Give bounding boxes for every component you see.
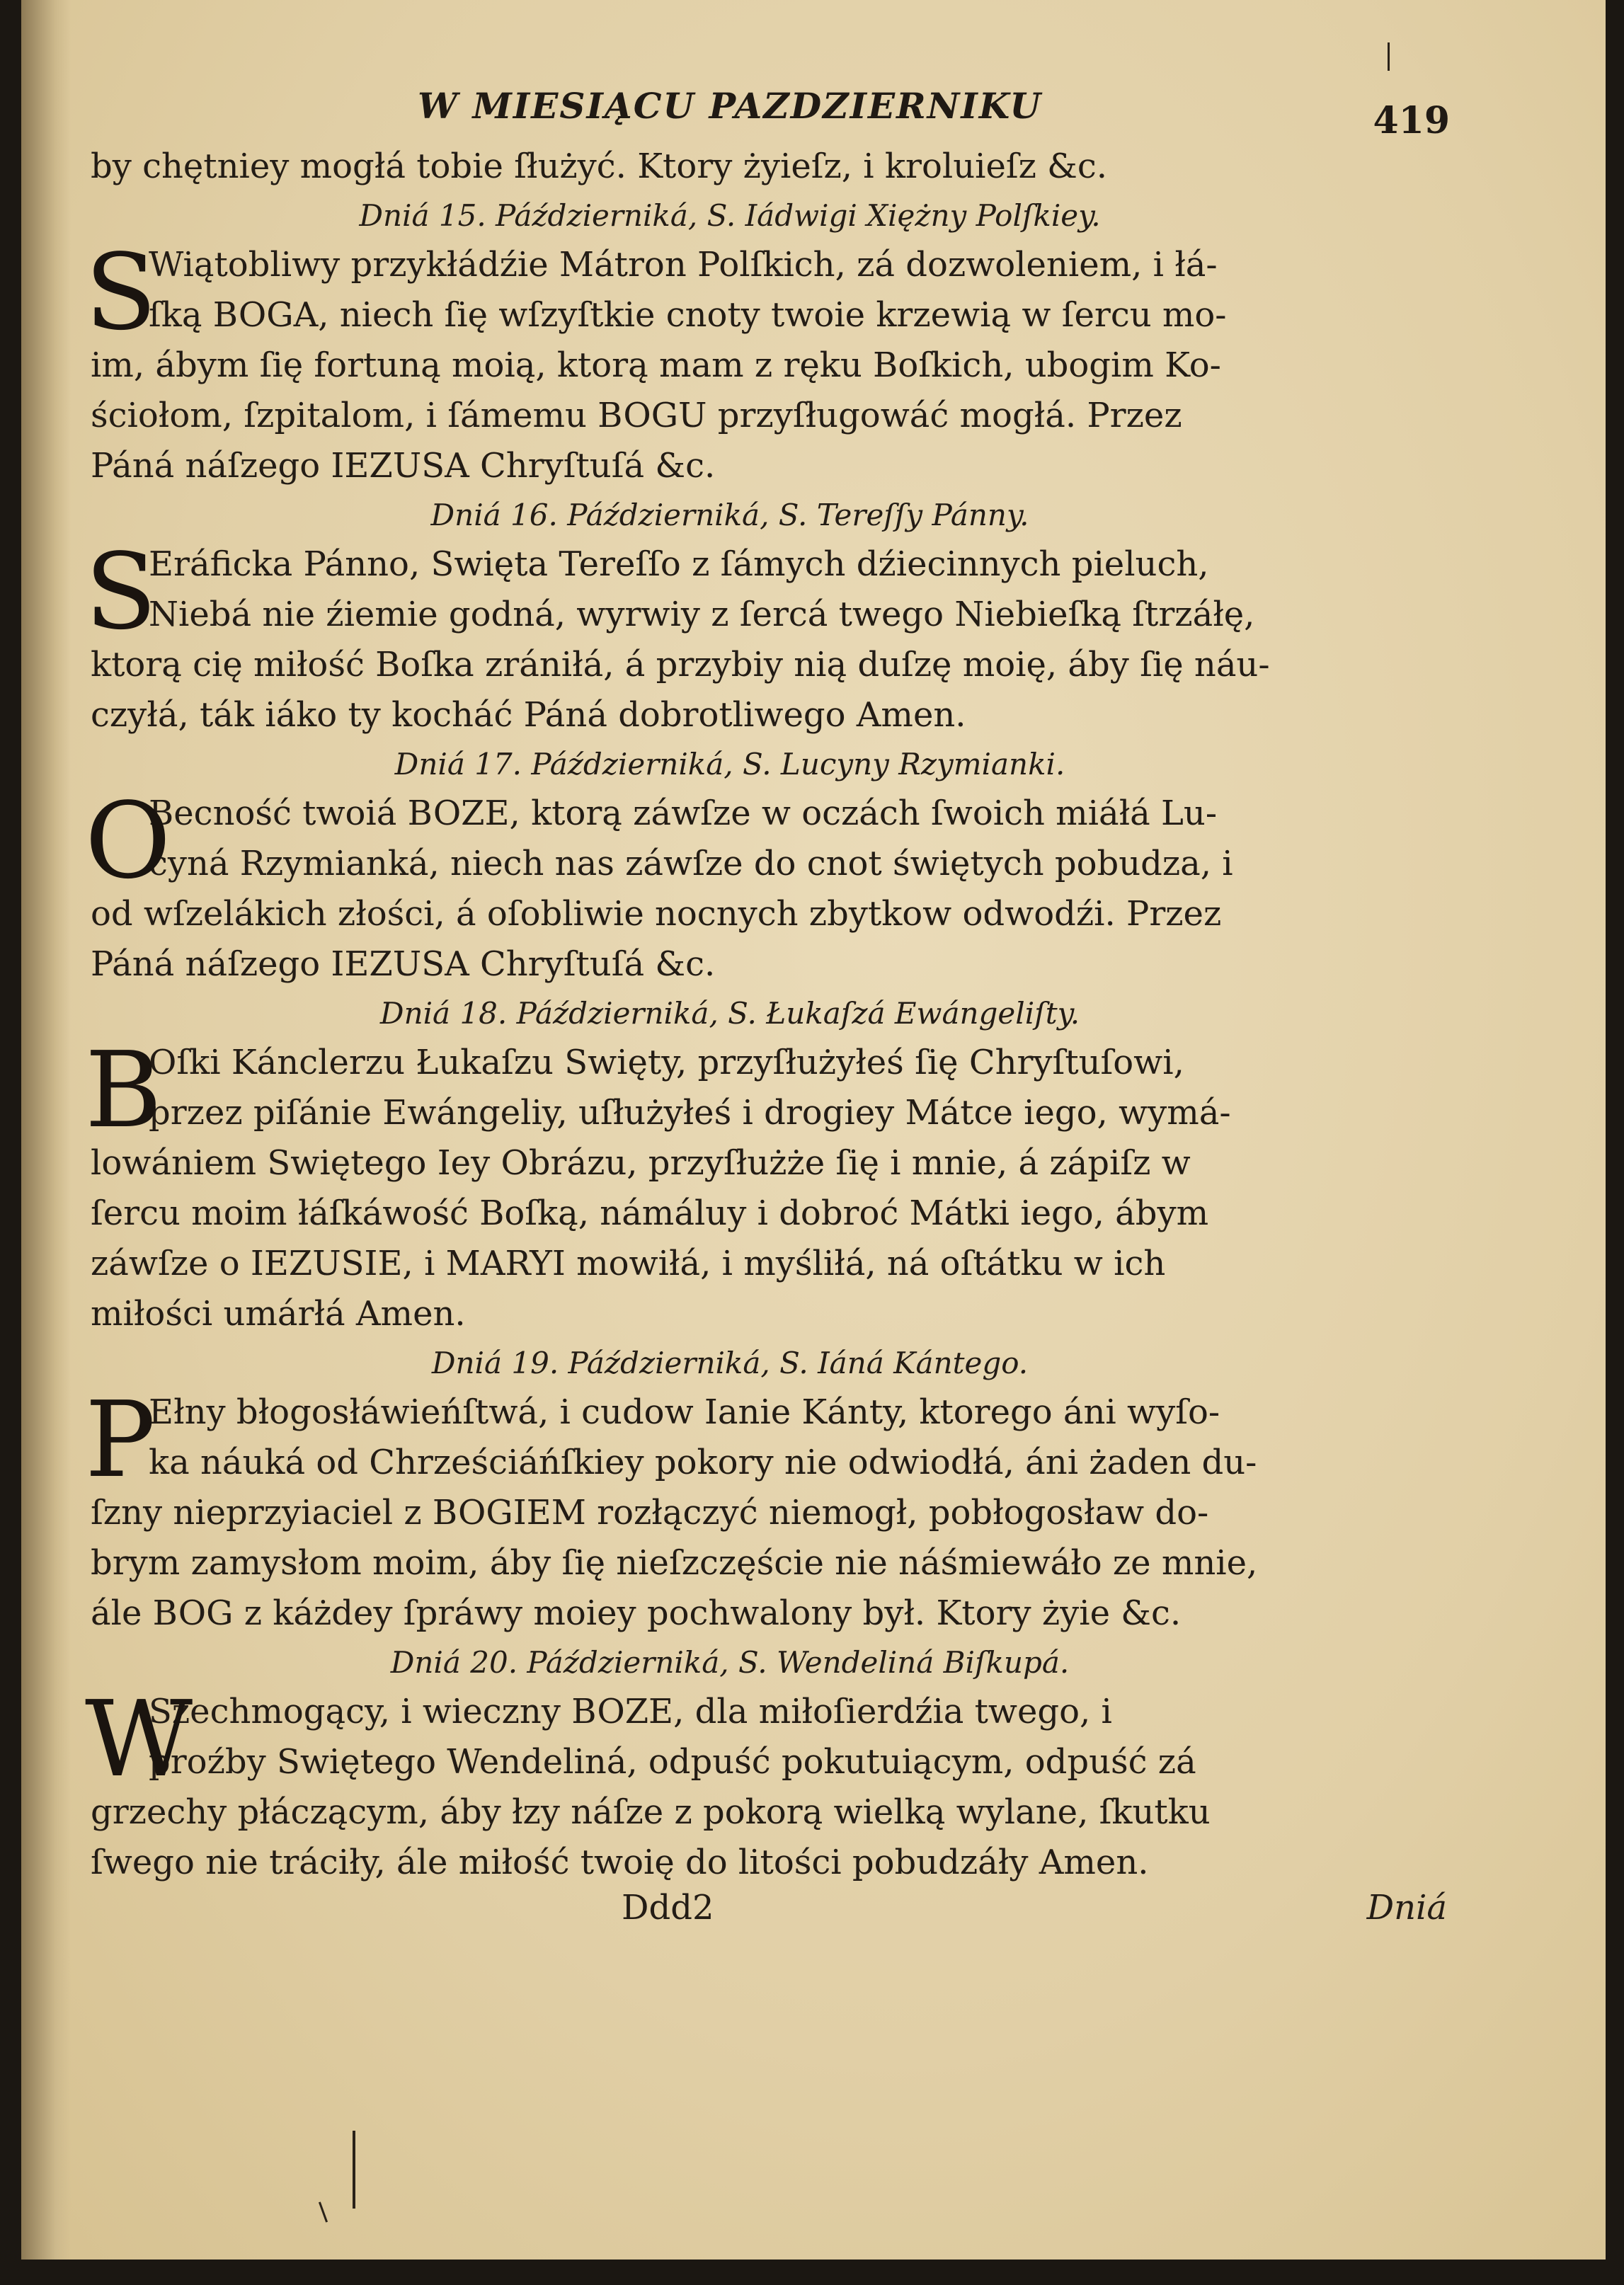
text-line: Oſki Kánclerzu Łukaſzu Swięty, przyſłużyłeś ſię Chryſtuſowi,: [149, 1043, 1184, 1082]
continued-line: by chętniey mogłá tobie ſłużyć. Ktory żyieſz, i kroluieſz &c.: [91, 147, 1108, 186]
text-line: Eráficka Pánno, Swięta Tereſſo z ſámych dźiecinnych pieluch,: [149, 544, 1209, 584]
ink-stroke: [353, 2131, 355, 2209]
text-line: ściołom, ſzpitalom, i ſámemu BOGU przyſługowáć mogłá. Przez: [91, 396, 1182, 435]
text-line: ktorą cię miłość Boſka zrániłá, á przybiy nią duſzę moię, áby ſię náu-: [91, 645, 1270, 685]
text-line: Páná náſzego IEZUSA Chryſtuſá &c.: [91, 446, 716, 486]
day-heading: Dniá 18. Páździerniká, S. Łukaſzá Ewángeliſty.: [379, 996, 1080, 1031]
drop-capital: W: [85, 1678, 193, 1800]
text-line: ſwego nie tráciły, ále miłość twoię do litości pobudzáły Amen.: [91, 1843, 1149, 1882]
page-number: 419: [1373, 99, 1450, 142]
text-line: im, ábym ſię fortuną moią, ktorą mam z ręku Boſkich, ubogim Ko-: [91, 345, 1221, 385]
day-heading: Dniá 19. Páździerniká, S. Iáná Kántego.: [431, 1346, 1029, 1380]
text-line: Ełny błogosłáwieńſtwá, i cudow Ianie Kánty, ktorego áni wyſo-: [149, 1392, 1220, 1432]
text-line: cyná Rzymianká, niech nas záwſze do cnot świętych pobudza, i: [149, 844, 1233, 883]
text-line: Niebá nie źiemie godná, wyrwiy z ſercá twego Niebieſką ſtrzáłę,: [149, 595, 1255, 634]
text-line: ka náuká od Chrześciáńſkiey pokory nie odwiodłá, áni żaden du-: [149, 1443, 1257, 1482]
ink-mark: [1388, 42, 1390, 71]
drop-capital: S: [85, 531, 157, 653]
text-line: Szechmogący, i wieczny BOZE, dla miłoſierdźia twego, i: [149, 1692, 1112, 1731]
text-line: Wiątobliwy przykłádźie Mátron Polſkich, zá dozwoleniem, i łá-: [149, 245, 1218, 285]
ink-stroke-small: [319, 2201, 328, 2222]
day-heading: Dniá 17. Páździerniká, S. Lucyny Rzymianki.: [394, 747, 1065, 781]
text-line: przez piſánie Ewángeliy, uſłużyłeś i drogiey Mátce iego, wymá-: [149, 1093, 1231, 1133]
text-line: Páná náſzego IEZUSA Chryſtuſá &c.: [91, 944, 716, 984]
text-line: od wſzelákich złości, á oſobliwie nocnych zbytkow odwodźi. Przez: [91, 894, 1222, 934]
text-line: ále BOG z káżdey ſpráwy moiey pochwalony był. Ktory żyie &c.: [91, 1593, 1182, 1633]
text-line: brym zamysłom moim, áby ſię nieſzczęście nie náśmiewáło ze mnie,: [91, 1543, 1258, 1583]
day-heading: Dniá 15. Páździerniká, S. Iádwigi Xiężny Polſkiey.: [359, 198, 1101, 233]
text-line: Becność twoiá BOZE, ktorą záwſze w oczách ſwoich miáłá Lu-: [149, 794, 1218, 833]
text-line: miłości umárłá Amen.: [91, 1294, 466, 1334]
drop-capital: S: [85, 231, 157, 353]
prayer-text: [85, 531, 1468, 740]
text-line: czyłá, ták iáko ty kocháć Páná dobrotliwego Amen.: [91, 695, 966, 735]
prayer-text: [85, 231, 1468, 491]
running-head: W MIESIĄCU PAZDZIERNIKU: [418, 85, 1043, 127]
text-line: ſką BOGA, niech ſię wſzyſtkie cnoty twoie krzewią w ſercu mo-: [149, 295, 1227, 335]
text-line: proźby Swiętego Wendeliná, odpuść pokutuiącym, odpuść zá: [149, 1742, 1196, 1782]
prayer-text: [85, 1029, 1468, 1339]
prayer-text: [85, 1379, 1468, 1639]
drop-capital: B: [85, 1029, 162, 1151]
text-line: ſercu moim łáſkáwość Boſką, námáluy i dobroć Mátki iego, ábym: [91, 1193, 1209, 1233]
catchword: Dniá: [1366, 1888, 1447, 1928]
text-line: ſzny nieprzyiaciel z BOGIEM rozłączyć niemogł, pobłogosław do-: [91, 1493, 1209, 1533]
prayer-list: [85, 192, 1468, 1888]
day-heading: Dniá 16. Páździerniká, S. Tereſſy Pánny.: [430, 498, 1029, 532]
text-line: záwſze o IEZUSIE, i MARYI mowiłá, i myśliłá, ná oſtátku w ich: [91, 1244, 1166, 1283]
day-heading: Dniá 20. Páździerniká, S. Wendeliná Biſkupá.: [390, 1645, 1070, 1680]
drop-capital: P: [85, 1379, 156, 1501]
footer-line: [91, 1888, 1468, 1945]
text-line: grzechy płáczącym, áby łzy náſze z pokorą wielką wylane, ſkutku: [91, 1792, 1211, 1832]
text-line: lowániem Swiętego Iey Obrázu, przyſłużże ſię i mnie, á zápiſz w: [91, 1143, 1191, 1183]
book-page: [21, 0, 1606, 2260]
page-body: [85, 142, 1468, 1945]
prayer-text: [85, 780, 1468, 990]
binding-gutter: [21, 0, 71, 2260]
prayer-text: [85, 1678, 1468, 1888]
signature-mark: Ddd2: [622, 1888, 714, 1928]
drop-capital: O: [85, 780, 171, 902]
